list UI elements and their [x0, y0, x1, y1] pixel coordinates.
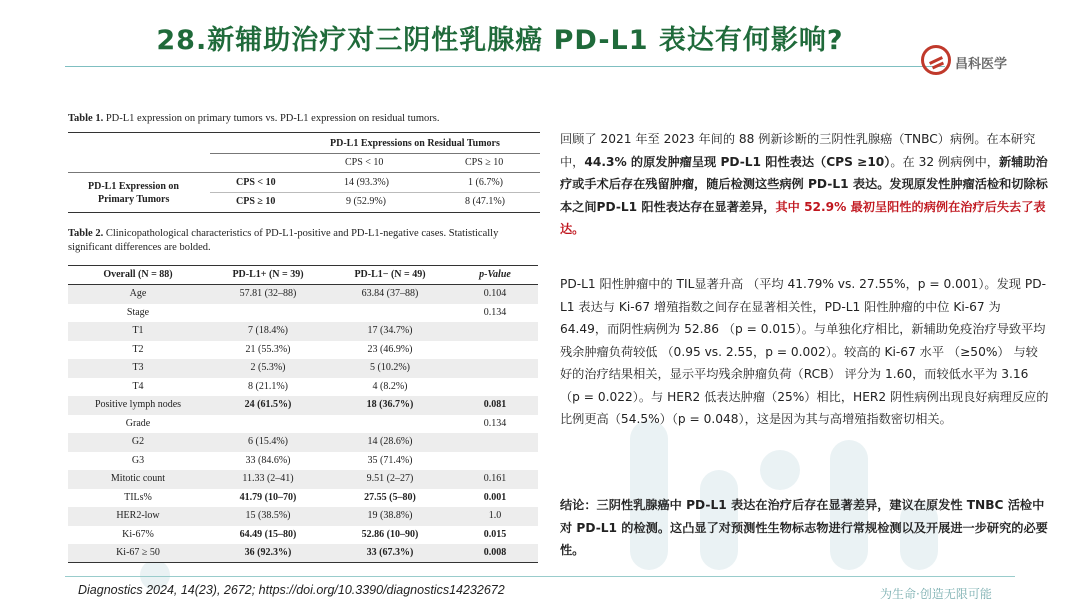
table-cell: T2 [132, 343, 144, 355]
table2-caption: Table 2. Clinicopathological characteristics of PD-L1-positive and PD-L1-negative cases. Statistically significant differences are bolded. [68, 228, 499, 253]
citation: Diagnostics 2024, 14(23), 2672; https://doi.org/10.3390/diagnostics14232672 [78, 583, 505, 597]
table-cell: 57.81 (32–88) [239, 288, 297, 299]
table-row [68, 378, 538, 397]
table1-cell: 1 (6.7%) [468, 177, 503, 188]
table-cell: 14 (28.6%) [367, 436, 413, 447]
table-cell: Ki-67% [122, 528, 154, 540]
table1-group-header: PD-L1 Expressions on Residual Tumors [330, 138, 500, 149]
table-cell: 21 (55.3%) [245, 343, 291, 355]
logo-icon [921, 45, 951, 75]
table-cell: 0.134 [483, 306, 507, 318]
table1-cell: 9 (52.9%) [346, 196, 386, 207]
table-cell: 0.081 [483, 399, 507, 410]
table-cell: 0.008 [483, 547, 507, 558]
table1-caption: Table 1. PD-L1 expression on primary tumors vs. PD-L1 expression on residual tumors. [68, 113, 440, 124]
table-cell: 52.86 (10–90) [361, 528, 419, 540]
table2-header-row: Overall (N = 88) PD-L1+ (N = 39) PD-L1− (N = 49) p-Value [103, 269, 511, 280]
table-row [68, 489, 538, 508]
table-cell: 0.001 [483, 491, 507, 503]
table-cell: 11.33 (2–41) [242, 473, 294, 484]
table-cell: Grade [125, 417, 151, 429]
table1-col-b: CPS ≥ 10 [465, 157, 504, 168]
table-cell: 2 (5.3%) [250, 362, 286, 373]
table-cell: 64.49 (15–80) [239, 528, 297, 540]
table-cell: Age [129, 288, 147, 299]
slogan: 为生命·创造无限可能 [880, 587, 992, 601]
background-decor [760, 450, 800, 490]
table-row [68, 341, 538, 360]
table-cell: 5 (10.2%) [370, 362, 410, 373]
table-cell: 33 (67.3%) [366, 547, 414, 558]
table-cell: 18 (36.7%) [366, 399, 414, 410]
conclusion-paragraph: 结论：三阴性乳腺癌中 PD-L1 表达在治疗后存在显著差异，建议在原发性 TNBC 活检中对 PD-L1 的检测。这凸显了对预测性生物标志物进行常规检测以及开展进一步研究的必要性。 [560, 498, 1048, 557]
table-cell: 9.51 (2–27) [366, 473, 414, 484]
table-row [68, 322, 538, 341]
table-cell: 63.84 (37–88) [361, 288, 419, 299]
table-row [68, 544, 538, 563]
table-row [68, 359, 538, 378]
table-cell: 0.134 [483, 417, 507, 429]
table1-col-a: CPS < 10 [345, 157, 384, 168]
table-cell: 0.015 [483, 528, 507, 540]
table-row [68, 433, 538, 452]
table-row [68, 470, 538, 489]
table-row [68, 304, 538, 323]
summary-paragraph: 回顾了 2021 年至 2023 年间的 88 例新诊断的三阴性乳腺癌（TNBC）病例。在本研究中，44.3% 的原发肿瘤呈现 PD-L1 阳性表达（CPS ≥10）。在 32 例病例中，新辅助治疗或手术后存在残留肿瘤，随后检测这些病例 PD-L1 表达。发现原发性肿瘤活检和切除标本之间PD-L1 阳性表达存在显著差异，其中 52.9% 最初呈阳性的病例在治疗后失去了表达。 [560, 132, 1048, 236]
table-cell: T3 [132, 362, 144, 373]
table-cell: 41.79 (10–70) [239, 491, 297, 503]
table-cell: 4 (8.2%) [372, 380, 408, 392]
table-cell: Positive lymph nodes [94, 399, 182, 410]
table-cell: Mitotic count [110, 473, 166, 484]
table1-row-label: CPS < 10 [236, 177, 276, 188]
table1-row-header: Primary Tumors [98, 194, 170, 205]
table-cell: 8 (21.1%) [248, 380, 288, 392]
table-row [68, 507, 538, 526]
table-cell: 17 (34.7%) [367, 325, 413, 336]
table-cell: Stage [126, 306, 150, 318]
results-paragraph: PD-L1 阳性肿瘤中的 TIL显著升高 （平均 41.79% vs. 27.55%，p = 0.001）。发现 PD-L1 表达与 Ki-67 增殖指数之间存在显著相关性，PD-L1 阳性肿瘤的中位 Ki-67 为 64.49，而阴性病例为 52.86 （p = 0.015）。与单独化疗相比，新辅助免疫治疗导致平均残余肿瘤负荷较低 （0.95 vs. 2.55，p = 0.002）。较高的 Ki-67 水平 （≥50%） 与较好的治疗结果相关，显示平均残余肿瘤负荷（RCB） 评分为 1.60，而较低水平为 3.16 （p = 0.022）。与 HER2 低表达肿瘤（25%）相比，HER2 阴性病例出现良好病理反应的比例更高（54.5%）（p = 0.048），这是因为其与高增殖指数密切相关。 [560, 277, 1049, 426]
table-cell: 27.55 (5–80) [364, 491, 416, 503]
table-cell: 19 (38.8%) [367, 510, 413, 521]
brand-logo [921, 45, 1031, 79]
table-cell: Ki-67 ≥ 50 [116, 547, 160, 558]
table-cell: G3 [131, 454, 145, 466]
table-cell: 6 (15.4%) [248, 436, 288, 447]
table-cell: 0.161 [483, 473, 507, 484]
table-cell: T4 [132, 380, 144, 392]
table-cell: HER2-low [116, 510, 160, 521]
table-row [68, 452, 538, 471]
table-row [68, 285, 538, 304]
logo-text: 昌科医学 [955, 57, 1008, 72]
table-cell: 15 (38.5%) [245, 510, 291, 521]
table1-cell: 8 (47.1%) [465, 196, 505, 207]
table1-row-header: PD-L1 Expression on [88, 181, 179, 192]
footer-divider [65, 576, 1015, 577]
table-cell: 0.104 [483, 288, 507, 299]
table-cell: 33 (84.6%) [245, 454, 291, 466]
table-cell: 36 (92.3%) [244, 547, 292, 558]
table-row [68, 526, 538, 545]
table-row [68, 396, 538, 415]
table-cell: 35 (71.4%) [367, 454, 413, 466]
table1-row-label: CPS ≥ 10 [236, 196, 276, 207]
header-divider [65, 66, 945, 67]
table-cell: T1 [132, 325, 144, 336]
table-cell: 7 (18.4%) [248, 325, 288, 336]
table-row [68, 415, 538, 434]
table-cell: TILs% [124, 491, 152, 503]
table-cell: 24 (61.5%) [244, 399, 292, 410]
table-cell: 23 (46.9%) [367, 343, 413, 355]
table-cell: 1.0 [488, 510, 502, 521]
page-title: 28.新辅助治疗对三阴性乳腺癌 PD-L1 表达有何影响? [156, 25, 844, 56]
table-cell: G2 [131, 436, 145, 447]
table1-cell: 14 (93.3%) [344, 177, 389, 188]
